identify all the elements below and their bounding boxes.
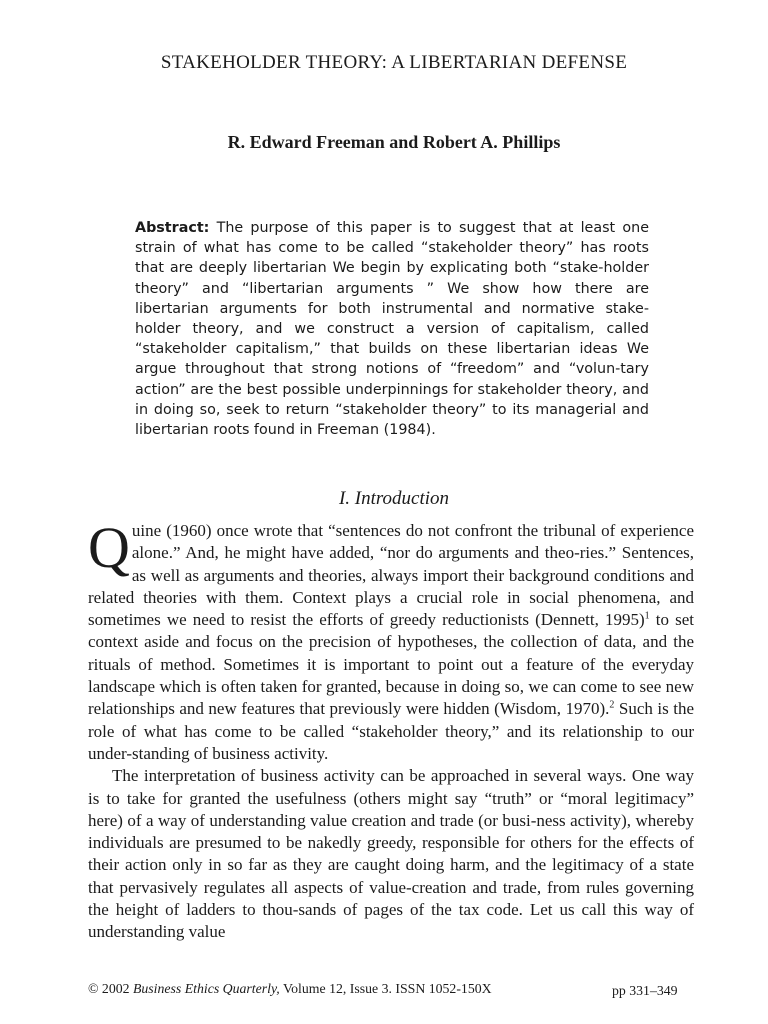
body-text <box>88 515 695 944</box>
footer-journal: Business Ethics Quarterly, <box>132 981 280 996</box>
footer-details: Volume 12, Issue 3. ISSN 1052-150X <box>282 981 492 996</box>
footer-citation <box>88 981 492 997</box>
paragraph-1-text-a: uine (1960) once wrote that “sentences do not confront the tribunal of experience alone.” And, he might have added, “nor do arguments and theo-ries.” Sentences, as well as arguments and theories, always import their background conditions and related theories with them. Context plays a crucial role in social phenomena, and sometimes we need to resist the efforts of greedy reductionists (Dennett, 1995) <box>88 521 694 630</box>
footnote-ref-1[interactable]: 1 <box>644 610 650 622</box>
footer-copyright: © 2002 <box>88 981 130 996</box>
paper-title: STAKEHOLDER THEORY: A LIBERTARIAN DEFENSE <box>160 52 628 73</box>
paragraph-1-text-b: to set context aside and focus on the precision of hypotheses, the collection of data, and the rituals of method. Sometimes it is important to point out a feature of the everyday landscape which is often taken for granted, because in doing so, we can come to see new relationships and new features that previously were hidden (Wisdom, 1970). <box>88 610 695 719</box>
footer-pages: pp 331–349 <box>612 983 678 998</box>
paragraph-2: The interpretation of business activity can be approached in several ways. One way is to take for granted the usefulness (others might say “truth” or “moral legitimacy” here) of a way of understanding value creation and trade (or busi-ness activity), whereby individuals are presumed to be nakedly greedy, responsible for others for the effects of their action only in so far as they are caught doing harm, and the legitimacy of a state that pervasively regulates all aspects of value-creation and trade, from rules governing the height of ladders to thou-sands of pages of the tax code. Let us call this way of understanding value <box>88 766 694 942</box>
footnote-ref-2[interactable]: 2 <box>609 699 615 711</box>
abstract-label: Abstract: <box>135 220 210 236</box>
paragraph-1-text-c: Such is the role of what has come to be called “stakeholder theory,” and its relationship to our under-standing of business activity. <box>88 699 694 763</box>
authors: R. Edward Freeman and Robert A. Phillips <box>227 132 561 152</box>
paragraph-1 <box>88 515 695 765</box>
abstract <box>135 218 649 440</box>
section-heading: I. Introduction <box>338 488 450 509</box>
drop-cap: Q <box>88 515 130 580</box>
abstract-text: The purpose of this paper is to suggest that at least one strain of what has come to be called “stakeholder theory” has roots that are deeply libertarian We begin by explicating both “stake-holder theory” and “libertarian arguments ” We show how there are libertarian arguments for both instrumental and normative stake-holder theory, and we construct a version of capitalism, called “stakeholder capitalism,” that builds on these libertarian ideas We argue throughout that strong notions of “freedom” and “volun-tary action” are the best possible underpinnings for stakeholder theory, and in doing so, seek to return “stakeholder theory” to its managerial and libertarian roots found in Freeman (1984). <box>135 220 649 439</box>
